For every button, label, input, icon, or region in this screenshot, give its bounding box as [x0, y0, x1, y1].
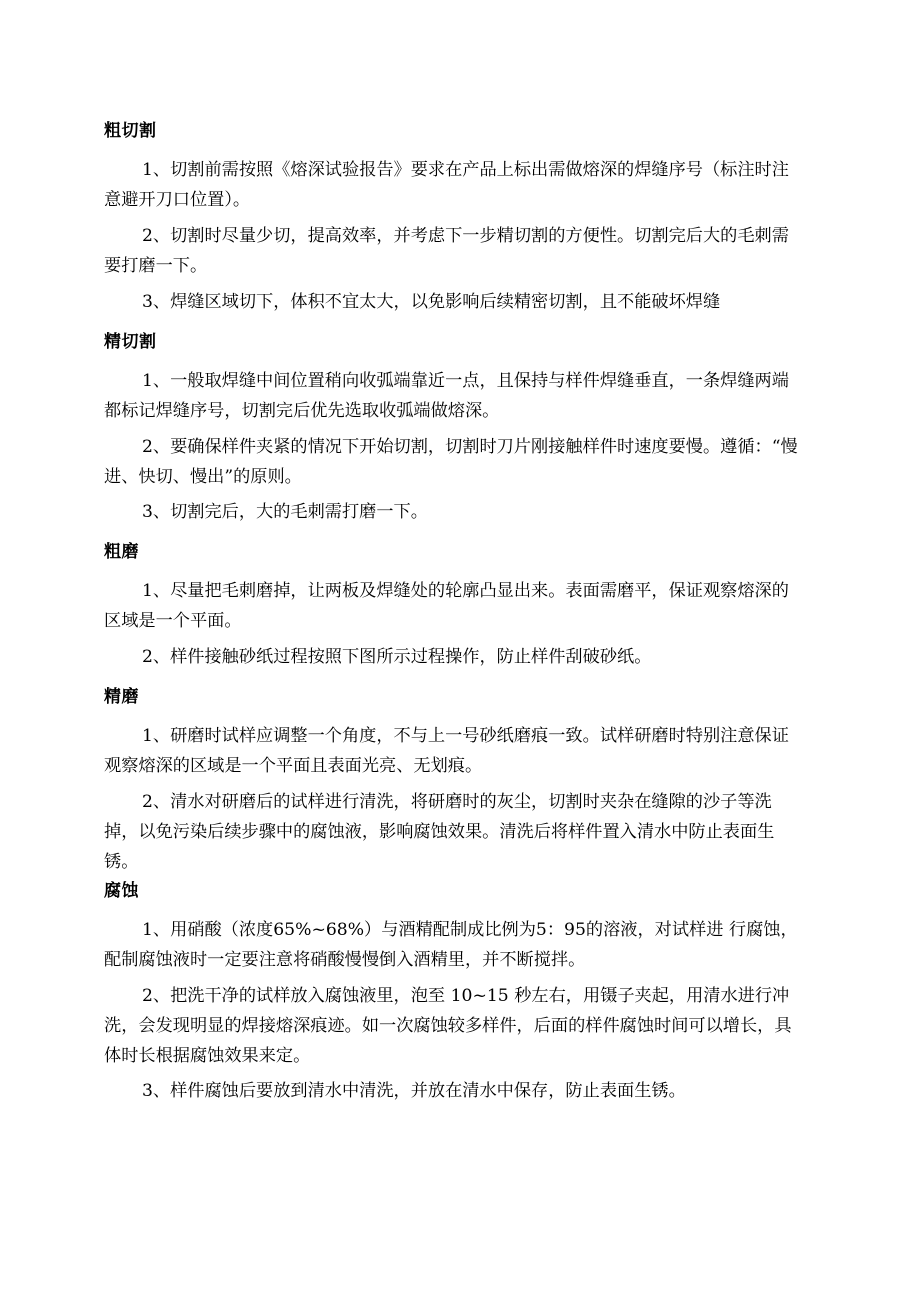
paragraph: 2、清水对研磨后的试样进行清洗，将研磨时的灰尘，切割时夹杂在缝隙的沙子等洗掉，以免污染后续步骤中的腐蚀液，影响腐蚀效果。清洗后将样件置入清水中防止表面生锈。 [104, 792, 775, 872]
paragraph: 2、把洗干净的试样放入腐蚀液里，泡至 10~15 秒左右，用镊子夹起，用清水进行冲洗，会发现明显的焊接熔深痕迹。如一次腐蚀较多样件，后面的样件腐蚀时间可以增长，具体时长根据腐蚀效果来定。 [104, 986, 792, 1066]
section-heading-rough-cutting: 粗切割 [104, 121, 157, 141]
paragraph: 1、研磨时试样应调整一个角度，不与上一号砂纸磨痕一致。试样研磨时特别注意保证观察熔深的区域是一个平面且表面光亮、无划痕。 [104, 726, 789, 776]
section-heading-etching: 腐蚀 [104, 881, 139, 901]
paragraph: 2、切割时尽量少切，提高效率，并考虑下一步精切割的方便性。切割完后大的毛刺需要打磨一下。 [104, 226, 789, 276]
paragraph: 1、切割前需按照《熔深试验报告》要求在产品上标出需做熔深的焊缝序号（标注时注意避开刀口位置）。 [104, 160, 789, 210]
paragraph: 1、用硝酸（浓度65%~68%）与酒精配制成比例为5：95的溶液，对试样进 行腐蚀，配制腐蚀液时一定要注意将硝酸慢慢倒入酒精里，并不断搅拌。 [104, 920, 798, 970]
paragraph: 3、焊缝区域切下，体积不宜太大，以免影响后续精密切割，且不能破坏焊缝 [142, 292, 721, 312]
paragraph: 2、要确保样件夹紧的情况下开始切割，切割时刀片刚接触样件时速度要慢。遵循：“慢进、快切、慢出”的原则。 [104, 437, 798, 487]
section-heading-fine-grinding: 精磨 [104, 687, 139, 707]
paragraph: 2、样件接触砂纸过程按照下图所示过程操作，防止样件刮破砂纸。 [142, 647, 652, 667]
paragraph: 1、尽量把毛刺磨掉，让两板及焊缝处的轮廓凸显出来。表面需磨平，保证观察熔深的区域是一个平面。 [104, 581, 789, 631]
paragraph: 3、切割完后，大的毛刺需打磨一下。 [142, 502, 428, 522]
paragraph: 1、一般取焊缝中间位置稍向收弧端靠近一点，且保持与样件焊缝垂直，一条焊缝两端都标记焊缝序号，切割完后优先选取收弧端做熔深。 [104, 371, 789, 421]
paragraph: 3、样件腐蚀后要放到清水中清洗，并放在清水中保存，防止表面生锈。 [142, 1081, 686, 1101]
section-heading-rough-grinding: 粗磨 [104, 542, 139, 562]
section-heading-fine-cutting: 精切割 [104, 332, 157, 352]
